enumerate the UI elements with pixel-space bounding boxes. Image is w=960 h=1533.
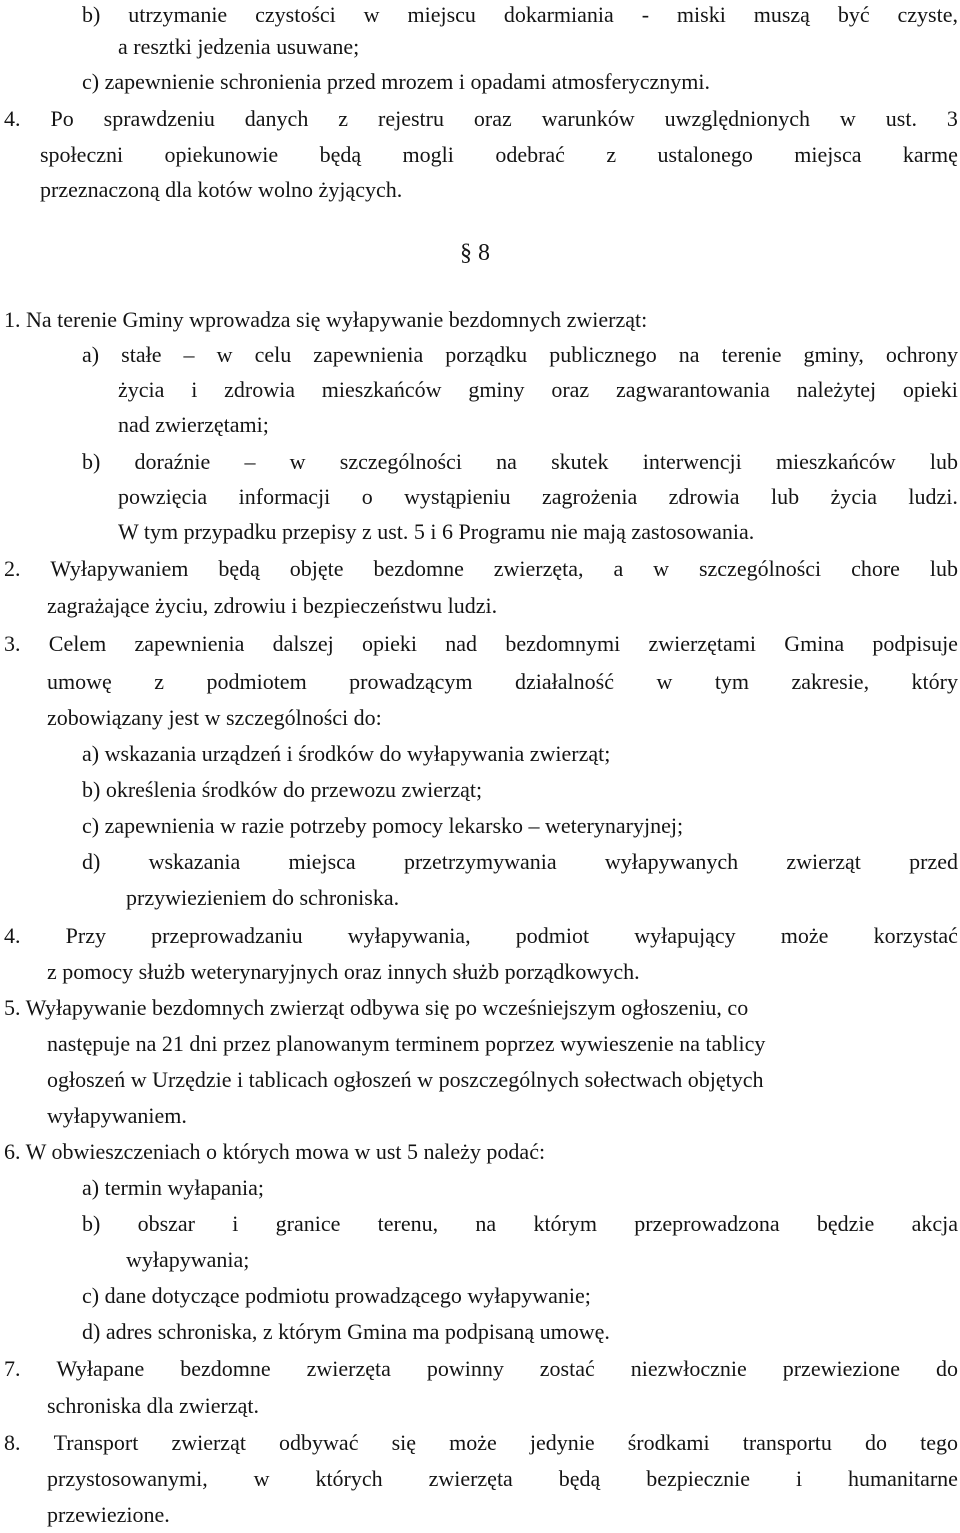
text-line: a) termin wyłapania;: [82, 1175, 265, 1200]
word: rejestru: [378, 106, 444, 131]
word: objęte: [289, 556, 344, 581]
word: Wyłapane: [56, 1356, 145, 1381]
word: zagrożenia: [541, 484, 638, 509]
word: którym: [533, 1211, 597, 1236]
word: zwierzęta: [306, 1356, 391, 1381]
text-line: wyłapywania;: [126, 1247, 250, 1272]
word: 7.: [4, 1356, 21, 1381]
word: warunków: [541, 106, 635, 131]
text-line: następuje na 21 dni przez planowanym terminem poprzez wywieszenie na tablicy: [47, 1031, 766, 1056]
text-line: zobowiązany jest w szczególności do:: [47, 705, 382, 730]
word: umowę: [47, 669, 112, 694]
text-line: c) zapewnienie schronienia przed mrozem i opadami atmosferycznymi.: [82, 69, 710, 94]
word: w: [839, 106, 856, 131]
word: miejsca: [794, 142, 862, 167]
word: opieki: [362, 631, 418, 656]
word: ludzi.: [908, 484, 958, 509]
word: transportu: [742, 1430, 832, 1455]
word: przeprowadzaniu: [151, 923, 303, 948]
word: będą: [319, 142, 362, 167]
text-line: [4, 554, 958, 584]
word: utrzymanie: [128, 2, 228, 27]
word: a: [613, 556, 624, 581]
word: 4.: [4, 106, 21, 131]
word: Po: [50, 106, 74, 131]
word: 8.: [4, 1430, 21, 1455]
text-line: b) określenia środków do przewozu zwierząt;: [82, 777, 483, 802]
text-line: wyłapywaniem.: [47, 1103, 187, 1128]
text-line: [82, 0, 958, 30]
word: w: [216, 342, 233, 367]
word: Transport: [53, 1430, 139, 1455]
text-line: [4, 1428, 958, 1458]
text-line: c) dane dotyczące podmiotu prowadzącego wyłapywanie;: [82, 1283, 591, 1308]
word: oraz: [551, 377, 590, 402]
word: a): [82, 342, 100, 367]
word: z: [154, 669, 164, 694]
word: może: [449, 1430, 497, 1455]
word: zakresie,: [791, 669, 870, 694]
word: powinny: [426, 1356, 504, 1381]
word: akcja: [911, 1211, 958, 1236]
word: mogli: [402, 142, 454, 167]
word: terenu,: [377, 1211, 439, 1236]
word: przed: [909, 849, 958, 874]
word: informacji: [238, 484, 331, 509]
text-line: 1. Na terenie Gminy wprowadza się wyłapywanie bezdomnych zwierząt:: [4, 307, 648, 332]
text-line: [4, 104, 958, 134]
text-line: [82, 1209, 958, 1239]
text-line: przeznaczoną dla kotów wolno żyjących.: [40, 177, 403, 202]
word: zwierząt: [786, 849, 861, 874]
text-line: [4, 1354, 958, 1384]
word: doraźnie: [134, 449, 211, 474]
text-line: z pomocy służb weterynaryjnych oraz innych służb porządkowych.: [47, 959, 640, 984]
word: karmę: [902, 142, 958, 167]
word: stałe: [121, 342, 162, 367]
word: szczególności: [698, 556, 822, 581]
word: prowadzącym: [349, 669, 473, 694]
word: gminy,: [803, 342, 864, 367]
word: zdrowia: [668, 484, 740, 509]
word: zostać: [539, 1356, 595, 1381]
word: gminy: [468, 377, 525, 402]
word: nad: [445, 631, 478, 656]
word: przewiezione: [782, 1356, 900, 1381]
word: celu: [254, 342, 292, 367]
word: Przy: [65, 923, 106, 948]
word: b): [82, 2, 101, 27]
word: zwierzętami: [648, 631, 756, 656]
word: życia: [118, 377, 165, 402]
word: na: [475, 1211, 497, 1236]
word: uwzględnionych: [664, 106, 810, 131]
word: dalszej: [272, 631, 334, 656]
word: –: [244, 449, 256, 474]
word: społeczni: [40, 142, 124, 167]
text-line: [82, 447, 958, 477]
text-line: [118, 375, 958, 405]
word: bezdomne: [373, 556, 464, 581]
word: działalność: [515, 669, 614, 694]
word: porządku: [445, 342, 528, 367]
word: chore: [851, 556, 900, 581]
word: wyłapywanych: [604, 849, 739, 874]
word: podpisuje: [872, 631, 958, 656]
word: miejsca: [288, 849, 356, 874]
word: 3.: [4, 631, 21, 656]
word: który: [911, 669, 958, 694]
word: podmiotem: [206, 669, 307, 694]
word: danych: [244, 106, 309, 131]
word: których: [315, 1466, 383, 1491]
word: odebrać: [495, 142, 565, 167]
word: opieki: [902, 377, 958, 402]
word: Celem: [48, 631, 107, 656]
word: korzystać: [873, 923, 958, 948]
word: miski: [676, 2, 726, 27]
word: wskazania: [148, 849, 241, 874]
word: i: [795, 1466, 803, 1491]
word: środkami: [627, 1430, 710, 1455]
word: 2.: [4, 556, 21, 581]
word: wystąpieniu: [404, 484, 511, 509]
section-number: § 8: [460, 240, 490, 266]
text-line: przewiezione.: [47, 1502, 170, 1527]
word: miejscu: [407, 2, 476, 27]
word: sprawdzeniu: [103, 106, 215, 131]
word: czyste,: [897, 2, 958, 27]
text-line: [4, 629, 958, 659]
text-line: ogłoszeń w Urzędzie i tablicach ogłoszeń w poszczególnych sołectwach objętych: [47, 1067, 764, 1092]
word: ustalonego: [657, 142, 753, 167]
word: dokarmiania: [503, 2, 614, 27]
word: szczególności: [339, 449, 462, 474]
word: na: [496, 449, 517, 474]
text-line: W tym przypadku przepisy z ust. 5 i 6 Programu nie mają zastosowania.: [118, 519, 755, 544]
word: może: [780, 923, 829, 948]
word: do: [865, 1430, 887, 1455]
word: mieszkańców: [775, 449, 896, 474]
word: ochrony: [885, 342, 958, 367]
word: 4.: [4, 923, 21, 948]
text-line: [4, 921, 958, 951]
word: jedynie: [529, 1430, 595, 1455]
word: będą: [558, 1466, 601, 1491]
text-line: 5. Wyłapywanie bezdomnych zwierząt odbywa się po wcześniejszym ogłoszeniu, co: [4, 995, 749, 1020]
text-line: a) wskazania urządzeń i środków do wyłapywania zwierząt;: [82, 741, 611, 766]
word: w: [363, 2, 380, 27]
word: zagwarantowania: [616, 377, 770, 402]
word: muszą: [753, 2, 810, 27]
word: ust.: [885, 106, 917, 131]
word: z: [338, 106, 349, 131]
word: na: [678, 342, 700, 367]
word: bezdomne: [180, 1356, 271, 1381]
word: Wyłapywaniem: [50, 556, 189, 581]
word: przeprowadzona: [634, 1211, 780, 1236]
word: z: [606, 142, 617, 167]
word: będą: [218, 556, 260, 581]
word: odbywać: [279, 1430, 359, 1455]
text-line: [118, 482, 958, 512]
word: mieszkańców: [321, 377, 442, 402]
word: zwierząt: [171, 1430, 246, 1455]
word: życia: [830, 484, 877, 509]
word: niezwłocznie: [630, 1356, 747, 1381]
word: opiekunowie: [164, 142, 279, 167]
word: w: [253, 1466, 270, 1491]
word: do: [935, 1356, 958, 1381]
word: obszar: [137, 1211, 196, 1236]
word: lub: [929, 556, 958, 581]
word: przystosowanymi,: [47, 1466, 208, 1491]
word: zdrowia: [224, 377, 295, 402]
text-line: przywiezieniem do schroniska.: [126, 885, 400, 910]
word: skutek: [551, 449, 609, 474]
word: –: [183, 342, 195, 367]
word: być: [837, 2, 870, 27]
word: lub: [770, 484, 800, 509]
word: czystości: [255, 2, 336, 27]
word: b): [82, 449, 101, 474]
word: granice: [275, 1211, 341, 1236]
word: -: [641, 2, 650, 27]
word: zapewnienia: [134, 631, 245, 656]
text-line: 6. W obwieszczeniach o których mowa w ust 5 należy podać:: [4, 1139, 546, 1164]
word: publicznego: [549, 342, 657, 367]
word: przetrzymywania: [403, 849, 557, 874]
word: Gmina: [784, 631, 845, 656]
text-line: [40, 140, 958, 170]
word: podmiot: [515, 923, 590, 948]
word: zwierzęta,: [493, 556, 584, 581]
word: oraz: [473, 106, 512, 131]
word: tym: [714, 669, 750, 694]
word: będzie: [816, 1211, 875, 1236]
text-line: c) zapewnienia w razie potrzeby pomocy lekarsko – weterynaryjnej;: [82, 813, 684, 838]
word: w: [289, 449, 306, 474]
word: 3: [946, 106, 958, 131]
word: bezdomnymi: [505, 631, 621, 656]
word: się: [391, 1430, 417, 1455]
word: w: [653, 556, 670, 581]
text-line: [82, 340, 958, 370]
word: bezpiecznie: [646, 1466, 751, 1491]
text-line: [82, 847, 958, 877]
word: i: [191, 377, 198, 402]
word: i: [232, 1211, 239, 1236]
text-line: nad zwierzętami;: [118, 412, 269, 437]
text-line: d) adres schroniska, z którym Gmina ma podpisaną umowę.: [82, 1319, 610, 1344]
word: d): [82, 849, 101, 874]
word: zapewnienia: [313, 342, 424, 367]
text-line: [47, 1464, 958, 1494]
word: wyłapywania,: [347, 923, 471, 948]
word: interwencji: [642, 449, 742, 474]
word: b): [82, 1211, 101, 1236]
word: humanitarne: [847, 1466, 958, 1491]
word: lub: [929, 449, 958, 474]
word: należytej: [796, 377, 877, 402]
word: terenie: [721, 342, 782, 367]
text-line: [47, 667, 958, 697]
word: tego: [920, 1430, 958, 1455]
word: powzięcia: [118, 484, 208, 509]
word: wyłapujący: [634, 923, 736, 948]
text-line: schroniska dla zwierząt.: [47, 1393, 259, 1418]
word: zwierzęta: [428, 1466, 513, 1491]
word: o: [361, 484, 373, 509]
text-line: zagrażające życiu, zdrowiu i bezpieczeństwu ludzi.: [47, 593, 498, 618]
word: w: [656, 669, 673, 694]
text-line: a resztki jedzenia usuwane;: [118, 34, 360, 59]
